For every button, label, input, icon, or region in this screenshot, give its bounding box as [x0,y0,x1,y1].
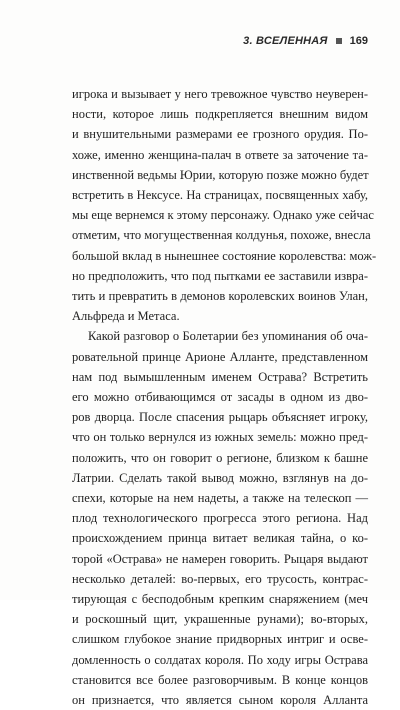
text-line: игрока и вызывает у него тревожное чувство неуверен- [72,87,368,101]
text-line: происхождением принца витает великая тайна, о ко- [72,531,368,546]
text-line: Латрии. Сделать такой вывод можно, взглянув на до- [72,470,368,485]
square-marker-icon [336,38,342,44]
text-line: тить и превратить в демонов королевских воинов Улан, [72,289,368,304]
text-line: и внушительными размерами ее грозного орудия. По- [72,127,368,142]
running-head [243,35,368,47]
text-line: слишком глубокое знание придворных интриг и осве- [72,632,368,647]
text-line: инственной ведьмы Юрии, которую позже можно будет [72,167,369,182]
text-line: становится все более разговорчивым. В конце концов [72,672,368,687]
text-line: но предположить, что под пытками ее заставили извра- [72,268,368,283]
paragraph-1 [72,84,377,326]
text-line: положить, что он говорит о регионе, близком к башне [72,450,368,465]
text-line: что он только вернулся из южных земель: можно пред- [72,430,368,445]
text-line: хоже, именно женщина-палач в ответе за заточение та- [72,147,368,162]
text-line: ровательной принце Арионе Алланте, представленном [72,349,368,364]
body-text [72,84,377,710]
text-line: нам под вымышленным именем Острава? Встретить [72,369,368,384]
text-line: его можно отбивающимся от засады в одном из дво- [72,390,368,405]
text-line: мы еще вернемся к этому персонажу. Однако уже сейчас [72,208,374,223]
text-line: несколько деталей: во-первых, его трусость, контрас- [72,571,368,586]
text-line: домленность о солдатах короля. По ходу игры Острава [72,652,368,667]
paragraph-2 [72,326,368,710]
text-line: Какой разговор о Болетарии без упоминания об оча- [88,329,368,344]
text-line: Альфреда и Метаса. [72,309,180,324]
text-line: плод технологического прогресса этого региона. Над [72,511,368,526]
chapter-title: 3. ВСЕЛЕННАЯ [243,35,328,47]
text-line: тирующая с бесподобным крепким снаряжением (меч [72,592,368,607]
text-line: большой вклад в нынешнее состояние королевства: мож- [72,248,377,263]
text-line: отметим, что могущественная колдунья, похоже, внесла [72,228,371,243]
text-line: спехи, которые на нем надеты, а также на телескоп — [72,491,368,506]
text-line: он признается, что является сыном короля Алланта [72,693,368,708]
page-number: 169 [349,35,368,47]
text-line: торой «Острава» не намерен говорить. Рыцаря выдают [72,551,368,566]
text-line: и роскошный щит, украшенные рунами); во-вторых, [72,612,368,627]
text-line: встретить в Нексусе. На страницах, посвященных хабу, [72,188,368,203]
text-line: ров дворца. После спасения рыцарь объясняет игроку, [72,410,368,425]
text-line: ности, которое лишь подкрепляется внешним видом [72,107,368,122]
